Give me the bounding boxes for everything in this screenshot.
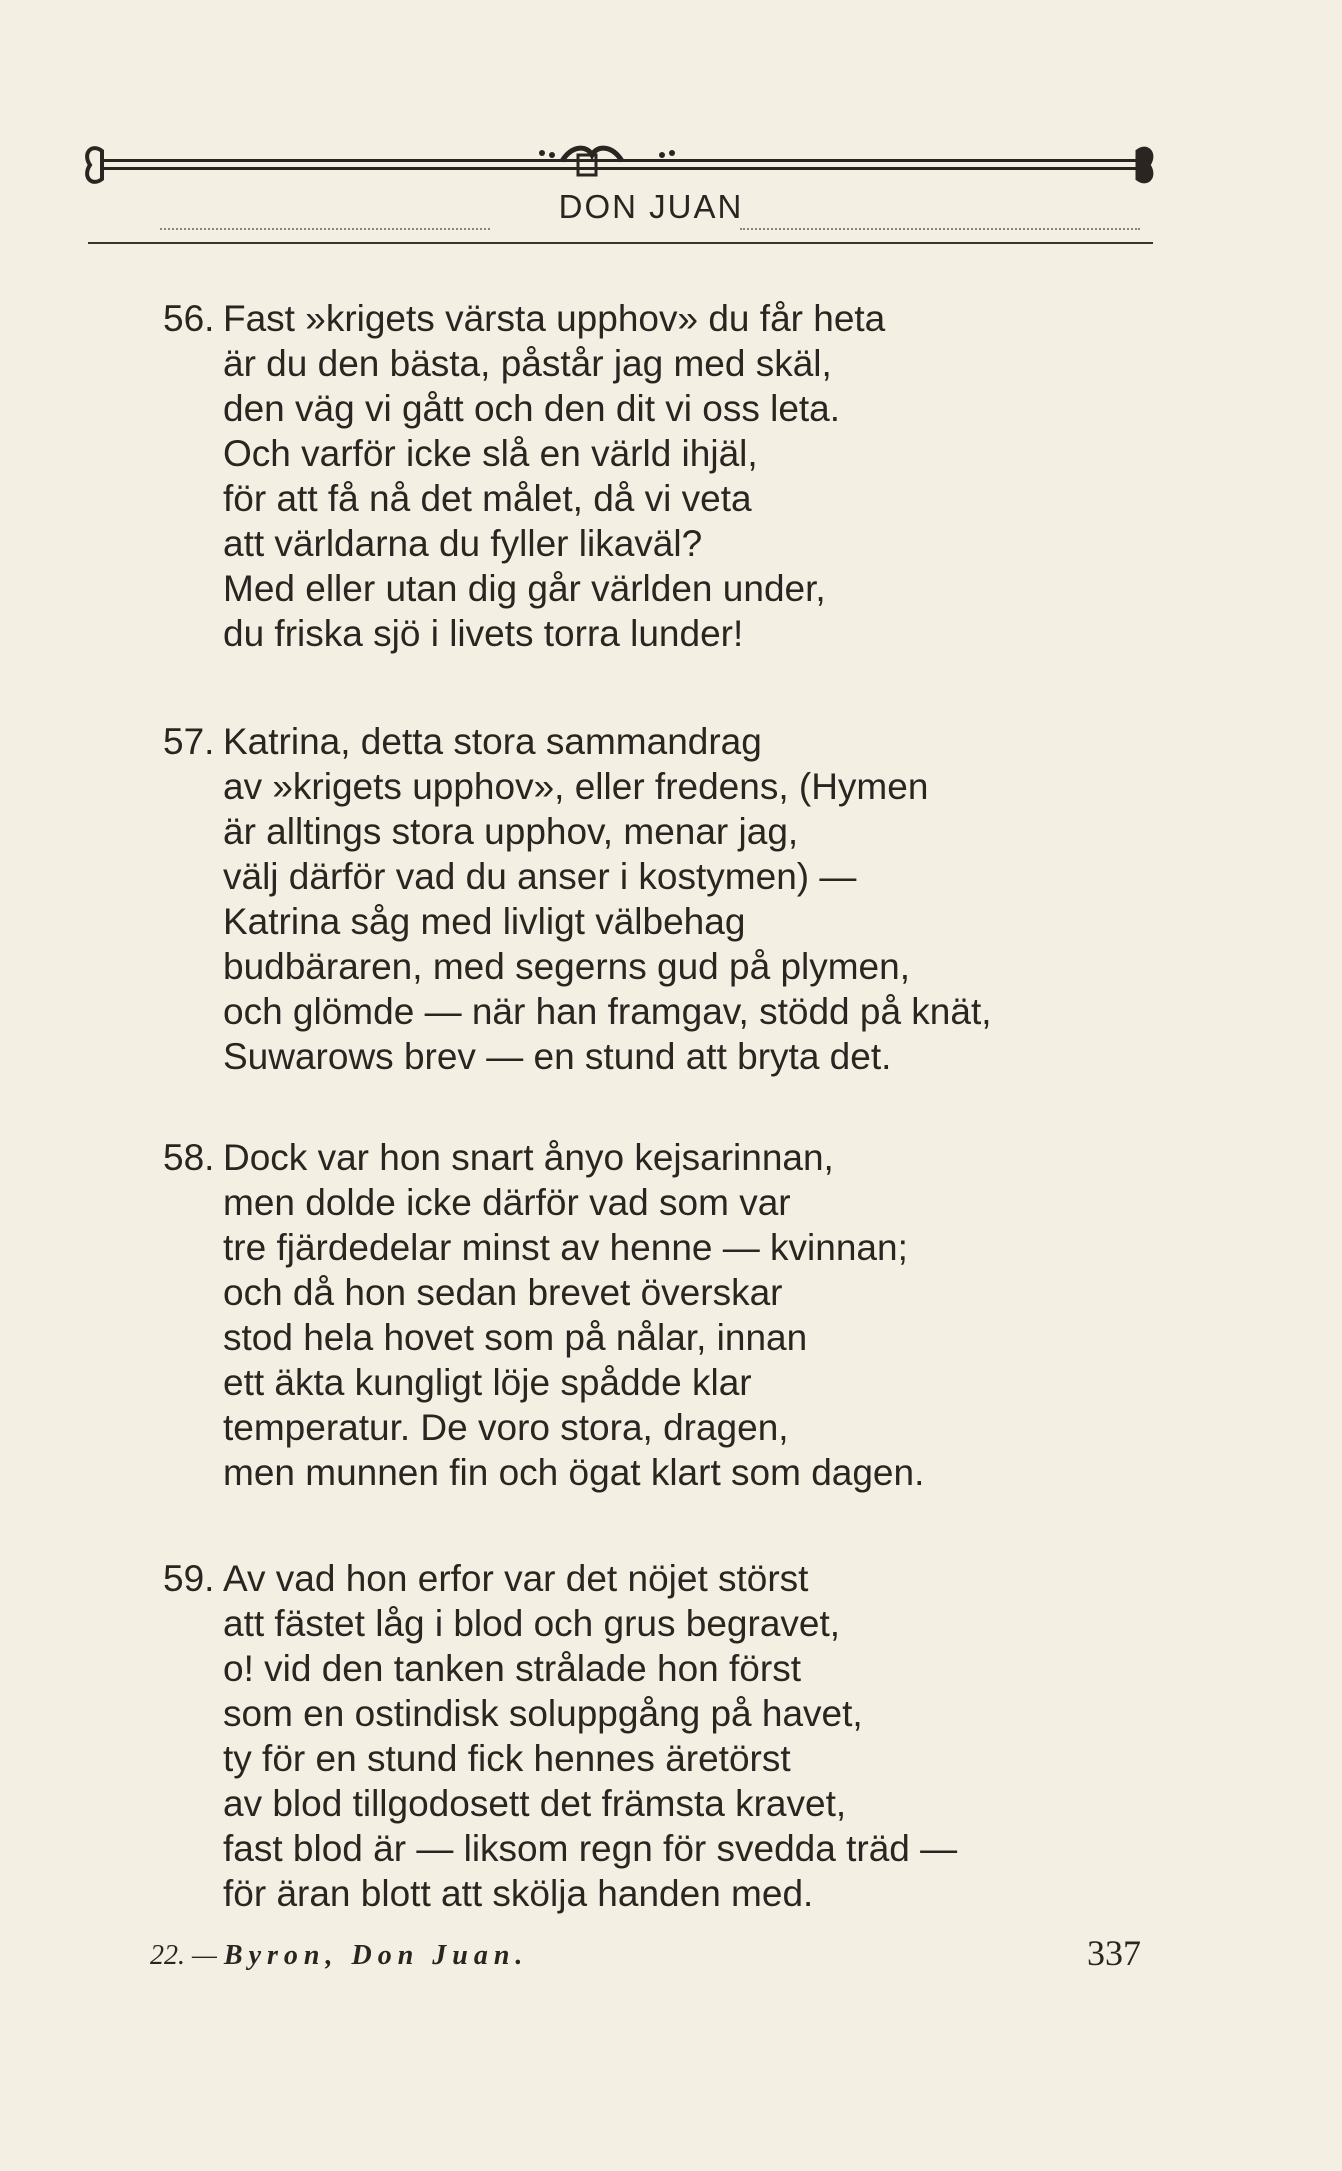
stanza-line: av »krigets upphov», eller fredens, (Hymen (223, 766, 929, 807)
header-rule (88, 242, 1153, 244)
header-dots-left (160, 228, 490, 232)
stanza-line: för att få nå det målet, då vi veta (223, 478, 752, 519)
stanza-line: Fast »krigets värsta upphov» du får heta (223, 298, 886, 339)
header-dots-right (740, 228, 1140, 232)
stanza-56 (163, 296, 1263, 656)
stanza-line: Och varför icke slå en värld ihjäl, (223, 433, 758, 474)
stanza-line: och då hon sedan brevet överskar (223, 1272, 783, 1313)
stanza-line: Katrina, detta stora sammandrag (223, 721, 762, 762)
stanza-line: ett äkta kungligt löje spådde klar (223, 1362, 752, 1403)
stanza-line: o! vid den tanken strålade hon först (223, 1648, 801, 1689)
running-title: DON JUAN (558, 188, 744, 225)
stanza-line: välj därför vad du anser i kostymen) — (223, 856, 857, 897)
stanza-line: tre fjärdedelar minst av henne — kvinnan; (223, 1227, 908, 1268)
page-number: 337 (1087, 1933, 1141, 1973)
signature-number: 22. — (150, 1940, 217, 1971)
stanza-line: ty för en stund fick hennes äretörst (223, 1738, 791, 1779)
stanza-59 (163, 1556, 1263, 1916)
stanza-line: för äran blott att skölja handen med. (223, 1873, 814, 1914)
stanza-line: av blod tillgodosett det främsta kravet, (223, 1783, 847, 1824)
stanza-58 (163, 1135, 1263, 1495)
stanza-line: den väg vi gått och den dit vi oss leta. (223, 388, 841, 429)
stanza-line: Av vad hon erfor var det nöjet störst (223, 1558, 809, 1599)
stanza-line: att fästet låg i blod och grus begravet, (223, 1603, 841, 1644)
stanza-line: Katrina såg med livligt välbehag (223, 901, 746, 942)
signature-mark (150, 1940, 528, 1972)
stanza-number: 59. (163, 1558, 215, 1599)
stanza-line: som en ostindisk soluppgång på havet, (223, 1693, 863, 1734)
stanza-line: är du den bästa, påstår jag med skäl, (223, 343, 832, 384)
stanza-number: 58. (163, 1137, 215, 1178)
stanza-number: 56. (163, 298, 215, 339)
stanza-line: att världarna du fyller likaväl? (223, 523, 703, 564)
stanza-line: är alltings stora upphov, menar jag, (223, 811, 799, 852)
stanza-number: 57. (163, 721, 215, 762)
stanza-line: och glömde — när han framgav, stödd på knät, (223, 991, 992, 1032)
stanza-line: fast blod är — liksom regn för svedda träd — (223, 1828, 958, 1869)
stanza-line: stod hela hovet som på nålar, innan (223, 1317, 808, 1358)
stanza-line: Med eller utan dig går världen under, (223, 568, 826, 609)
stanza-line: temperatur. De voro stora, dragen, (223, 1407, 789, 1448)
stanza-line: Dock var hon snart ånyo kejsarinnan, (223, 1137, 834, 1178)
stanza-57 (163, 719, 1263, 1079)
stanza-line: Suwarows brev — en stund att bryta det. (223, 1036, 892, 1077)
signature-text: Byron, Don Juan. (223, 1940, 529, 1971)
stanza-line: budbäraren, med segerns gud på plymen, (223, 946, 910, 987)
header-ornament (82, 135, 1157, 195)
stanza-line: du friska sjö i livets torra lunder! (223, 613, 744, 654)
stanza-line: men dolde icke därför vad som var (223, 1182, 791, 1223)
stanza-line: men munnen fin och ögat klart som dagen. (223, 1452, 925, 1493)
